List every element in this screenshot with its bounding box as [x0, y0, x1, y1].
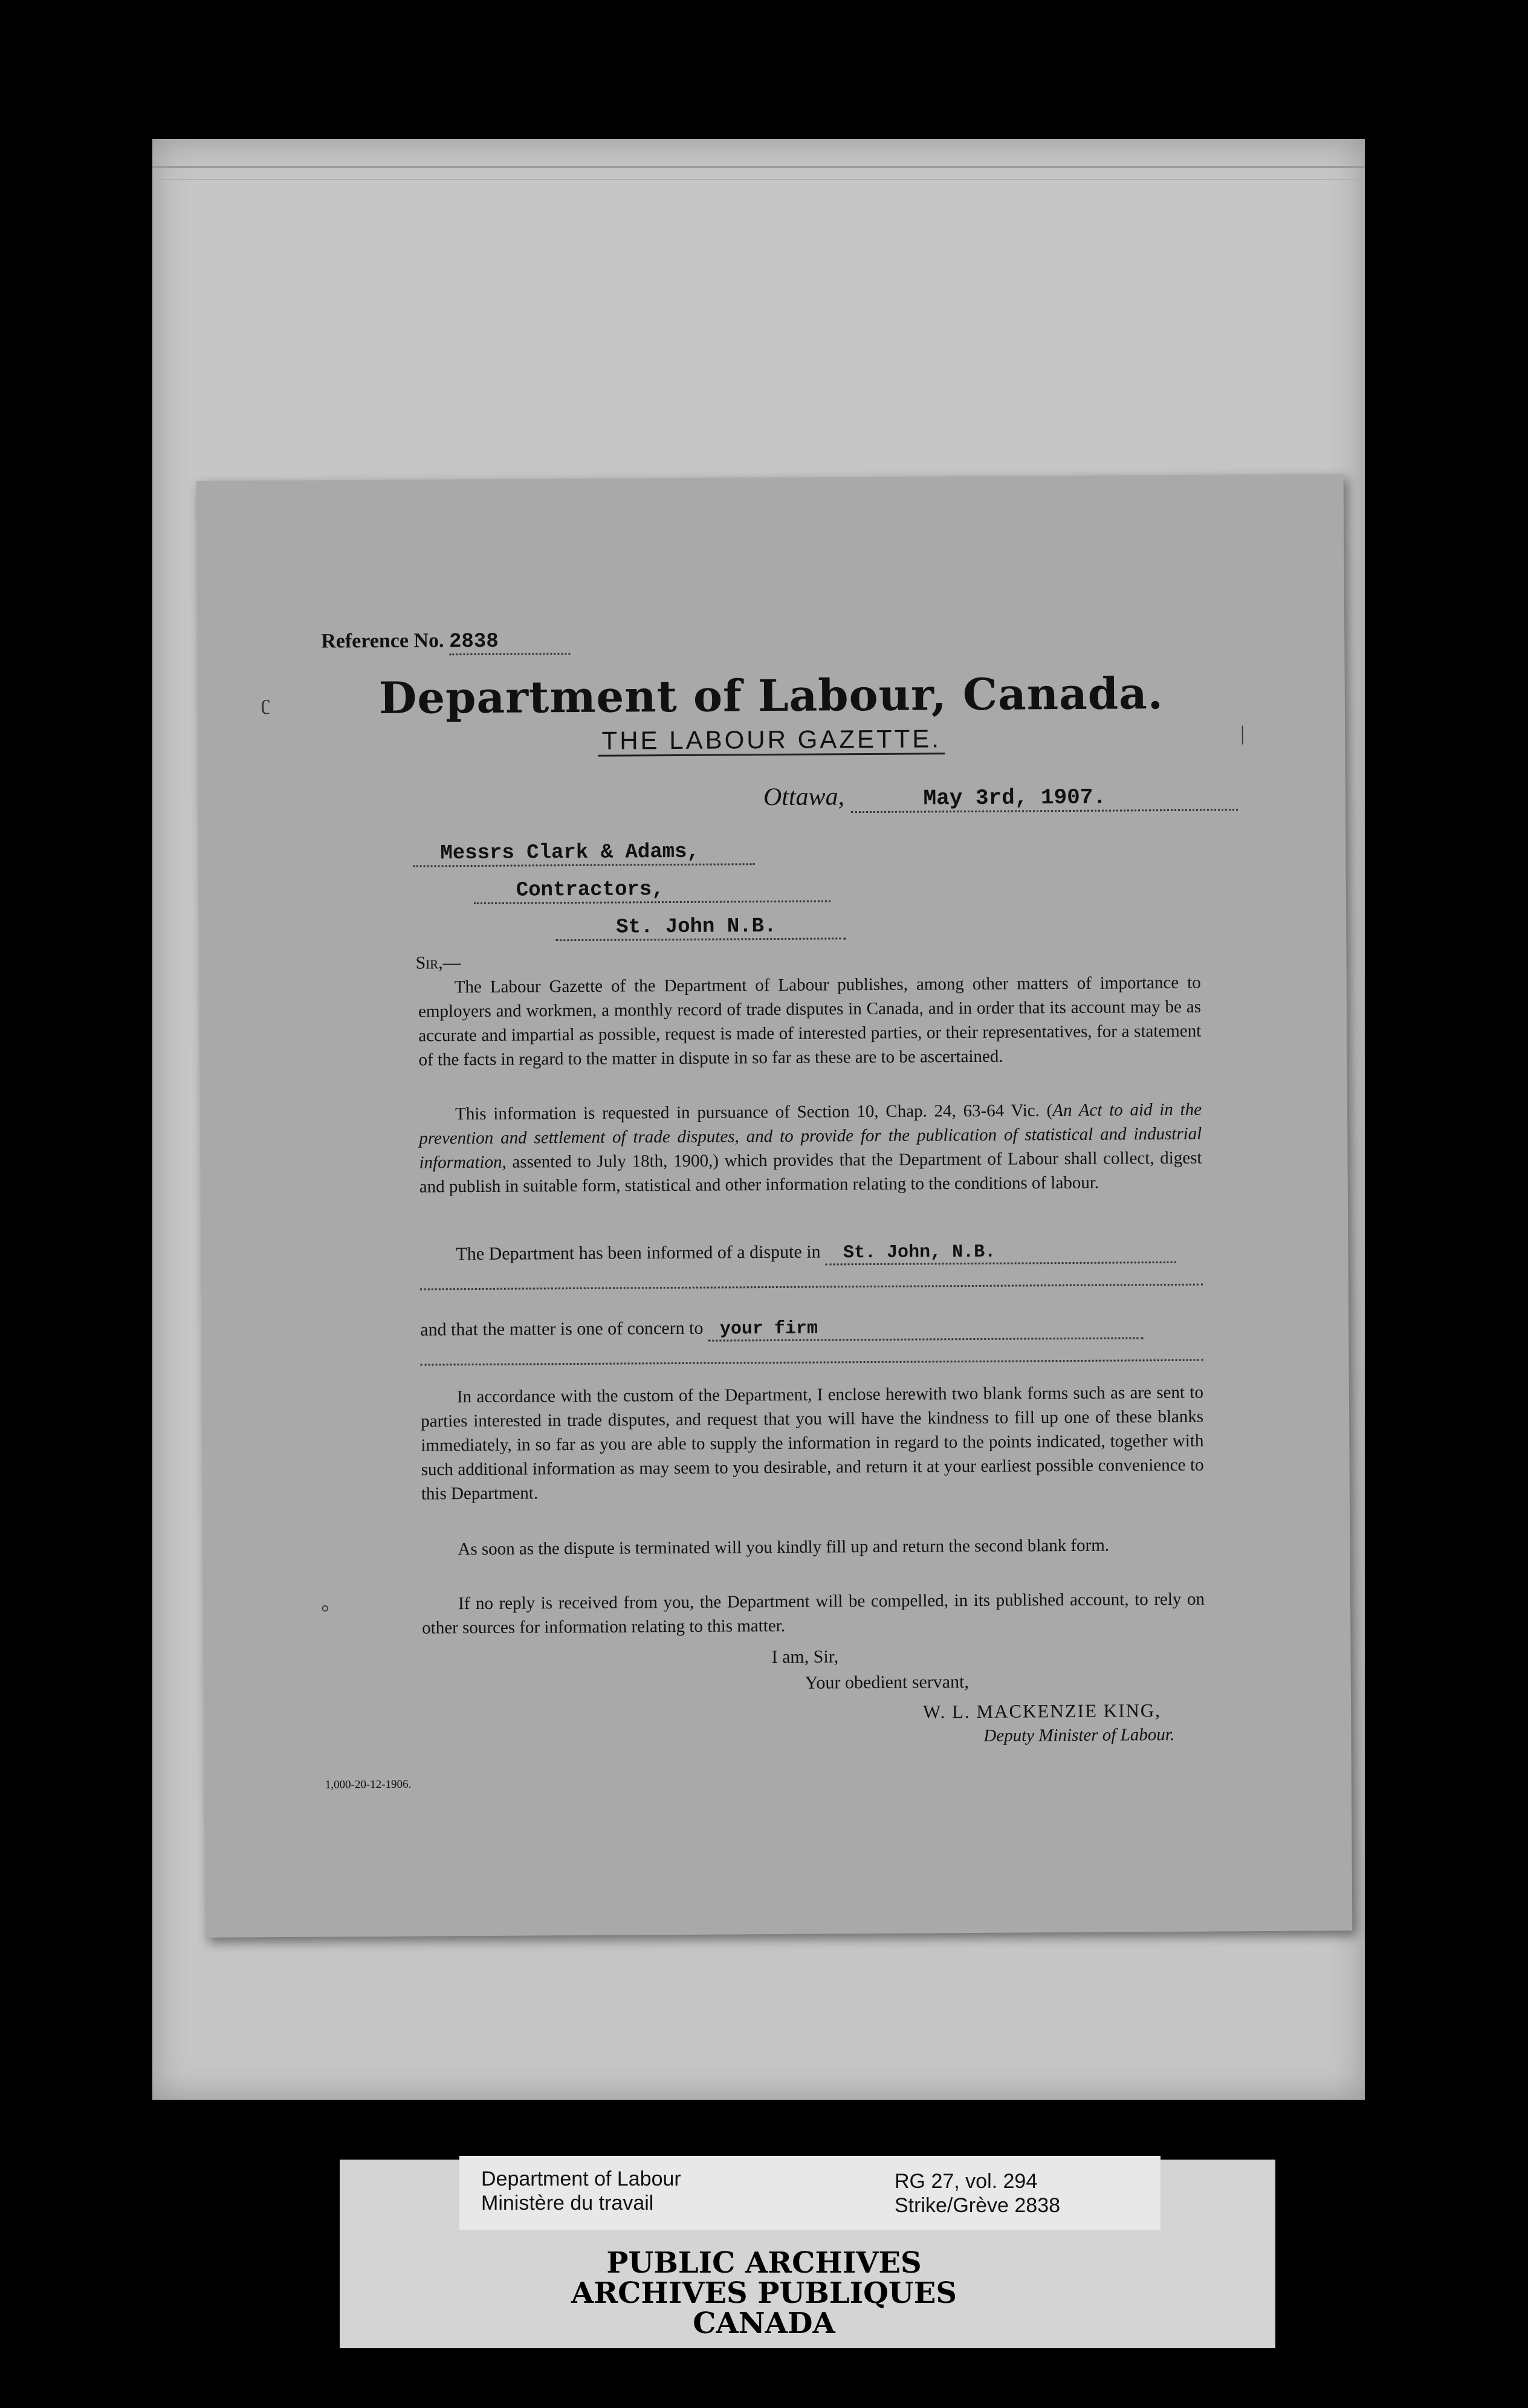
- ink-mark: °: [320, 1601, 329, 1624]
- department-heading: Department of Labour, Canada.: [378, 667, 1164, 723]
- paragraph-2-start: This information is requested in pursuance of Section 10, Chap. 24, 63-64 Vic. (: [455, 1101, 1053, 1124]
- record-group: RG 27, vol. 294: [895, 2170, 1038, 2193]
- dispute-location: St. John, N.B.: [825, 1241, 1176, 1266]
- archives-stamp-line-1: PUBLIC ARCHIVES: [606, 2246, 922, 2280]
- closing-line-1: I am, Sir,: [771, 1646, 839, 1668]
- paragraph-3-text: In accordance with the custom of the Department, I enclose herewith two blank forms such as are sent to parties interested in trade disputes, and request that you will have the kindness to fill up one of these blanks immediately, in so far as you are able to supply the information in regard to the points indicated, together with such additional information as may seem to you desirable, and return it at your earliest possible convenience to this Department.: [421, 1382, 1204, 1504]
- salutation: Sir,—: [415, 953, 461, 973]
- file-number: Strike/Grève 2838: [895, 2194, 1061, 2217]
- fold-line: [152, 166, 1365, 168]
- dept-en: Department of Labour: [481, 2167, 681, 2190]
- address-line-2: [474, 877, 830, 904]
- gazette-heading: THE LABOUR GAZETTE.: [598, 724, 945, 757]
- reference-label: Reference No.: [321, 629, 444, 653]
- dispute-line: [419, 1240, 1202, 1268]
- paragraph-2-end: assented to July 18th, 1900,) which provides that the Department of Labour shall collect, digest and publish in suitable form, statistical and other information relating to the conditions of labour.: [419, 1148, 1202, 1197]
- letter-date: May 3rd, 1907.: [850, 784, 1237, 813]
- blank-line: [421, 1359, 1203, 1366]
- blank-line: [420, 1284, 1203, 1290]
- address-city: St. John N.B.: [555, 914, 846, 941]
- archives-stamp-line-3: CANADA: [693, 2306, 835, 2340]
- gazette-heading-wrap: [198, 722, 1345, 758]
- paragraph-3: [421, 1380, 1204, 1506]
- act-title: An Act to aid in the prevention and settlement of trade disputes, and to provide for the publication of statistical and industrial information,: [419, 1099, 1202, 1173]
- signatory-title: Deputy Minister of Labour.: [983, 1724, 1175, 1746]
- reference-line: [321, 629, 570, 656]
- print-code: 1,000-20-12-1906.: [325, 1778, 412, 1791]
- address-line-3: [555, 914, 846, 941]
- concern-line: [420, 1315, 1203, 1344]
- dateline: [763, 780, 1238, 814]
- paragraph-5: [422, 1587, 1205, 1640]
- address-addressee: Messrs Clark & Adams,: [413, 840, 754, 867]
- labour-gazette-form: [196, 474, 1353, 1938]
- signatory-name: W. L. MACKENZIE KING,: [923, 1700, 1162, 1723]
- paragraph-4-text: As soon as the dispute is terminated will you kindly fill up and return the second blank form.: [458, 1535, 1110, 1559]
- dispute-prefix: The Department has been informed of a dispute in: [456, 1241, 821, 1264]
- paragraph-1: [418, 971, 1202, 1072]
- paragraph-2-text: [419, 1098, 1202, 1199]
- closing-line-2: Your obedient servant,: [804, 1672, 970, 1693]
- dept-fr: Ministère du travail: [481, 2192, 654, 2215]
- paragraph-1-text: The Labour Gazette of the Department of Labour publishes, among other matters of importance to employers and workmen, a monthly record of trade disputes in Canada, and in order that its account may be as accurate and impartial as possible, request is made of interested parties, or their representatives, for a statement of the facts in regard to the matter in dispute in so far as these are to be ascertained.: [418, 973, 1202, 1070]
- ink-mark: |: [1240, 722, 1245, 745]
- address-occupation: Contractors,: [474, 877, 830, 904]
- paragraph-5-text: If no reply is received from you, the Department will be compelled, in its published account, to rely on other sources for information relating to this matter.: [422, 1589, 1205, 1638]
- address-line-1: [413, 840, 754, 867]
- ink-mark: ʗ: [261, 692, 271, 715]
- archives-stamp-line-2: ARCHIVES PUBLIQUES: [571, 2276, 957, 2310]
- reference-number: 2838: [449, 630, 570, 655]
- concern-party: your firm: [708, 1316, 1143, 1341]
- paragraph-4: [421, 1533, 1204, 1562]
- paragraph-2: [419, 1098, 1202, 1199]
- city: Ottawa,: [763, 783, 845, 812]
- fold-line: [152, 179, 1365, 180]
- archive-reference-card: [459, 2156, 1161, 2230]
- concern-prefix: and that the matter is one of concern to: [420, 1318, 704, 1340]
